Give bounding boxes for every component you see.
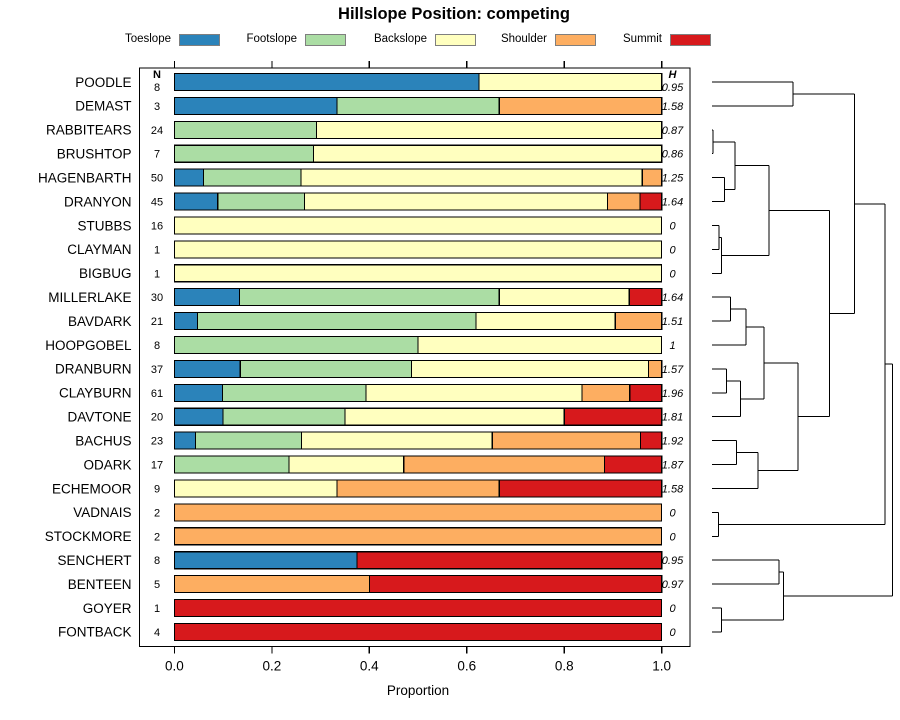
h-value: 1.51 (661, 316, 684, 329)
bar-segment-summit (499, 480, 661, 497)
n-value: 2 (153, 507, 161, 520)
bar-segment-shoulder (174, 576, 369, 593)
n-value: 30 (150, 292, 164, 305)
bar-segment-footslope (240, 360, 411, 377)
n-value: 5 (153, 579, 161, 592)
bar-segment-backslope (411, 360, 648, 377)
x-axis-tick-label: 0.8 (554, 658, 574, 674)
row-label: ODARK (83, 457, 132, 473)
h-value: 0 (669, 220, 676, 233)
n-value: 23 (150, 435, 164, 448)
row-label: HOOPGOBEL (45, 337, 132, 353)
n-value: 7 (153, 148, 161, 161)
bar-segment-footslope (174, 337, 418, 354)
bar-segment-toeslope (174, 432, 195, 449)
h-value: 0.86 (661, 148, 684, 161)
h-value: 1.58 (661, 100, 684, 113)
row-label: SENCHERT (57, 553, 132, 568)
x-axis-tick-label: 0.6 (457, 658, 477, 674)
row-label: CLAYMAN (67, 242, 132, 258)
h-value: 1.64 (661, 196, 684, 209)
h-value: 1.87 (661, 459, 684, 472)
bar-segment-shoulder (492, 432, 640, 449)
bar-segment-shoulder (174, 528, 661, 545)
row-label: BIGBUG (78, 266, 132, 282)
legend-label-summit: Summit (623, 33, 662, 45)
n-value: 50 (150, 172, 164, 185)
n-value: 21 (150, 316, 164, 329)
row-label: FONTBACK (57, 624, 132, 640)
bar-segment-footslope (174, 121, 316, 138)
bar-segment-shoulder (582, 384, 630, 401)
n-value: 16 (150, 220, 164, 233)
bar-segment-summit (604, 456, 661, 473)
row-label: STUBBS (77, 218, 132, 234)
bar-segment-toeslope (174, 169, 203, 186)
n-value: 61 (150, 387, 164, 400)
bar-segment-backslope (366, 384, 582, 401)
bar-segment-footslope (196, 432, 302, 449)
x-axis-tick-label: 0.0 (165, 658, 184, 674)
n-value: 2 (153, 531, 161, 544)
bar-segment-summit (174, 623, 661, 640)
bar-segment-toeslope (174, 74, 479, 91)
n-value: 1 (153, 244, 161, 257)
row-label: BACHUS (75, 433, 132, 449)
n-value: 17 (150, 459, 164, 472)
bar-segment-backslope (302, 432, 493, 449)
row-label: CLAYBURN (58, 385, 132, 401)
h-value: 1.58 (661, 483, 684, 496)
bar-segment-backslope (301, 169, 642, 186)
legend-label-backslope: Backslope (373, 33, 427, 45)
h-value: 0.97 (661, 579, 684, 592)
bar-segment-summit (357, 552, 662, 569)
h-value: 0 (669, 603, 676, 616)
h-value: 0 (669, 626, 676, 639)
bar-segment-backslope (174, 480, 336, 497)
x-axis-tick-label: 1.0 (652, 658, 672, 674)
n-value: 24 (150, 124, 164, 137)
x-axis-tick-label: 0.4 (359, 658, 379, 674)
bar-segment-footslope (174, 145, 313, 162)
bar-segment-backslope (479, 74, 662, 91)
h-value: 0.95 (661, 555, 684, 568)
n-value: 3 (153, 100, 161, 113)
bar-segment-toeslope (174, 313, 197, 330)
bar-segment-backslope (499, 289, 629, 306)
row-label: VADNAIS (73, 505, 132, 521)
bar-segment-backslope (174, 241, 661, 258)
row-label: GOYER (82, 600, 132, 616)
bar-segment-shoulder (404, 456, 605, 473)
h-value: 1.81 (661, 411, 684, 424)
bar-segment-summit (174, 600, 661, 617)
h-value: 0 (669, 507, 676, 520)
h-value: 1.25 (661, 172, 684, 185)
bar-segment-toeslope (174, 384, 222, 401)
h-value: 1.64 (661, 292, 684, 305)
x-axis-tick-label: 0.2 (262, 658, 282, 674)
n-value: 37 (150, 363, 164, 376)
chart-title: Hillslope Position: competing (338, 5, 570, 23)
n-value: 9 (153, 483, 161, 496)
bar-segment-shoulder (499, 97, 661, 114)
n-value: 20 (150, 411, 164, 424)
legend-label-footslope: Footslope (246, 33, 297, 45)
bar-segment-toeslope (174, 289, 239, 306)
bar-segment-summit (564, 408, 661, 425)
bar-segment-toeslope (174, 360, 240, 377)
bar-segment-toeslope (174, 193, 217, 210)
bar-segment-backslope (174, 265, 661, 282)
bar-segment-footslope (222, 384, 366, 401)
row-label: MILLERLAKE (48, 289, 132, 305)
h-value: 0 (669, 268, 676, 281)
bar-segment-footslope (198, 313, 476, 330)
bar-segment-backslope (304, 193, 607, 210)
h-value: 0.87 (661, 124, 684, 137)
bar-segment-summit (369, 576, 661, 593)
bar-segment-shoulder (174, 504, 661, 521)
n-value: 8 (153, 555, 161, 568)
bar-segment-toeslope (174, 408, 223, 425)
bar-segment-shoulder (615, 313, 661, 330)
n-value: 8 (153, 340, 161, 353)
bar-segment-footslope (239, 289, 499, 306)
row-label: HAGENBARTH (37, 170, 132, 186)
bar-segment-summit (630, 384, 662, 401)
bar-segment-footslope (174, 456, 289, 473)
bar-segment-backslope (317, 121, 662, 138)
bar-segment-footslope (204, 169, 301, 186)
row-label: DEMAST (75, 98, 132, 114)
n-value: 4 (153, 626, 161, 639)
bar-segment-backslope (476, 313, 615, 330)
n-value: 1 (153, 268, 161, 281)
h-value: 1.96 (661, 387, 684, 400)
bar-segment-backslope (345, 408, 564, 425)
bar-segment-toeslope (174, 552, 357, 569)
row-label: DRANBURN (54, 361, 132, 377)
h-value: 1.92 (661, 435, 684, 448)
bar-segment-backslope (314, 145, 662, 162)
legend-label-shoulder: Shoulder (500, 33, 547, 45)
row-label: RABBITEARS (45, 122, 132, 138)
row-label: ECHEMOOR (51, 481, 132, 497)
bar-segment-shoulder (649, 360, 662, 377)
bar-segment-backslope (289, 456, 404, 473)
h-value: 1.57 (661, 363, 684, 376)
bar-segment-summit (640, 193, 662, 210)
x-axis-title: Proportion (386, 683, 450, 698)
bar-segment-footslope (223, 408, 345, 425)
h-column-header: H (668, 69, 677, 81)
row-label: BENTEEN (67, 576, 132, 592)
bar-segment-shoulder (642, 169, 661, 186)
h-value: 0 (669, 244, 676, 257)
legend-label-toeslope: Toeslope (124, 33, 171, 45)
bar-segment-summit (641, 432, 662, 449)
n-value: 8 (153, 82, 161, 94)
bar-segment-toeslope (174, 97, 336, 114)
n-value: 45 (150, 196, 164, 209)
row-label: BRUSHTOP (56, 146, 132, 162)
row-label: DAVTONE (67, 409, 132, 425)
row-label: STOCKMORE (44, 529, 132, 545)
h-value: 1 (669, 340, 676, 353)
h-value: 0 (669, 531, 676, 544)
bar-segment-shoulder (337, 480, 499, 497)
bar-segment-summit (629, 289, 661, 306)
row-label: POODLE (75, 74, 132, 90)
bar-segment-shoulder (608, 193, 640, 210)
bar-segment-backslope (418, 337, 662, 354)
bar-segment-footslope (337, 97, 499, 114)
row-label: DRANYON (63, 194, 132, 210)
bar-segment-backslope (174, 217, 661, 234)
n-value: 1 (153, 603, 161, 616)
n-column-header: N (153, 69, 161, 81)
bar-segment-footslope (218, 193, 305, 210)
row-label: BAVDARK (67, 313, 132, 329)
h-value: 0.95 (661, 82, 684, 94)
